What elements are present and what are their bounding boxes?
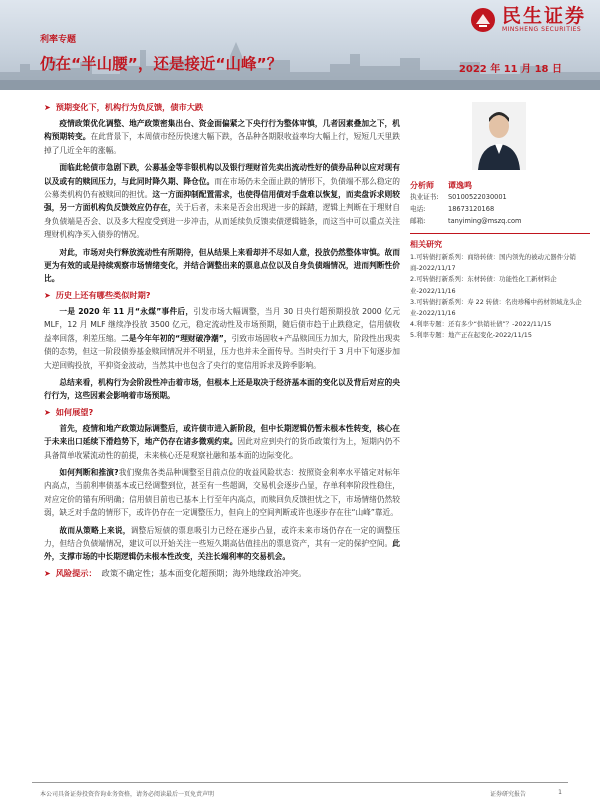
risk-warning: ➤ 风险提示： 政策不确定性；基本面变化超预期；海外地缘政治冲突。 <box>44 567 307 578</box>
footer-divider <box>32 782 568 783</box>
brand-name-en: MINSHENG SECURITIES <box>501 26 582 33</box>
brand-name-cn: 民生证券 <box>501 5 586 27</box>
report-header <box>0 0 600 90</box>
analyst-label: 分析师 <box>410 181 434 190</box>
minsheng-logo-icon <box>470 7 496 33</box>
arrow-icon: ➤ <box>44 407 51 417</box>
paragraph: 总结来看，机构行为会阶段性冲击着市场，但根本上还是取决于经济基本面的变化以及背后对应的央行行为，这些因素会影响着市场预期。 <box>44 377 400 401</box>
related-item[interactable]: 1.可转债打新系列：商络转债：国内领先的被动元器件分销商-2022/11/17 <box>410 253 576 273</box>
analyst-row <box>410 180 590 191</box>
report-date: 2022 年 11 月 18 日 <box>458 64 562 75</box>
related-research-title: 相关研究 <box>410 240 442 249</box>
cert-info: 执业证书: S0100522030001 <box>410 193 507 201</box>
section-heading: ➤ 历史上还有哪些类似时期? <box>44 289 151 300</box>
phone-info: 电话: 18673120168 <box>410 205 495 213</box>
footer-disclaimer: 本公司具备证券投资咨询业务资格，请务必阅读最后一页免责声明 <box>40 791 215 798</box>
report-body <box>44 98 400 583</box>
arrow-icon: ➤ <box>44 290 51 300</box>
related-item[interactable]: 2.可转债打新系列：东材转债：功能性化工新材料企业-2022/11/16 <box>410 275 557 295</box>
report-footer <box>0 782 600 800</box>
paragraph: 对此，市场对央行释放流动性有所期待，但从结果上来看却并不尽如人意，投放仍然整体审慎。故而更为有效的或是持续观察市场情绪变化，并结合调整出来的票息点位以及自身负债端情况，进而判断性价比。 <box>44 247 400 284</box>
paragraph: 首先，疫情和地产政策边际调整后，或许债市进入新阶段，但中长期逻辑仍暂未根本性转变，核心在于未来出口延续下滑趋势下，地产仍存在诸多微观约束。因此对应到央行的货币政策行为上，短期内仍不具备简单收紧流动性的前提，未来核心还是观察社融和基本面的边际变化。 <box>44 423 400 460</box>
report-category: 利率专题 <box>40 35 77 45</box>
email-info: 邮箱: tanyiming@mszq.com <box>410 217 522 225</box>
section-heading: ➤ 如何展望? <box>44 406 94 417</box>
divider <box>410 233 590 234</box>
footer-brand: 证券研究报告 <box>489 791 526 798</box>
paragraph: 一是 2020 年 11 月“永煤”事件后，引发市场大幅调整，当月 30 日央行超预期投放 2000 亿元 MLF，12 月 MLF 继续净投放 3500 亿元，稳定流动性及市场预期，随后债市趋于止跌稳定，信用债收益率回落，利差压缩。二是今年年初的“理财破净潮”，引致市场固收+产品赎回压力加大，阶段性出现卖债的态势，但这一阶段债券基金赎回情况并不明显，压力也并未全面传导。当时央行于 3 月中下旬逐步加大逆回购投放，平抑资金波动，当然其中也包含了央行的宽信用诉求及跨季影响。 <box>44 306 401 370</box>
related-item[interactable]: 5.利率专题：地产正在起变化-2022/11/15 <box>410 331 532 340</box>
paragraph: 疫情政策优化调整、地产政策密集出台、资金面偏紧之下央行行为整体审慎，几者因素叠加之下，机构预期转变。在此背景下，本周债市经历快速大幅下跌，各品种各期限收益率均大幅上行，短短几天里跌掉了几近全年的涨幅。 <box>44 119 400 155</box>
report-title: 仍在“半山腰”，还是接近“山峰”？ <box>40 55 283 73</box>
paragraph: 故而从策略上来说，调整后短债的票息吸引力已经在逐步凸显，或许未来市场仍存在一定的调整压力，但结合负债端情况，建议可以开始关注一些短久期高估值挂出的票息资产，其有一定的保护空间。此外，支撑市场的中长期逻辑仍未根本性改变，关注长端利率的交易机会。 <box>44 525 400 562</box>
section-heading: ➤ 预期变化下，机构行为负反馈，债市大跌 <box>44 102 204 112</box>
sidebar <box>410 98 590 342</box>
brand-logo <box>470 6 586 33</box>
analyst-portrait-icon <box>472 102 526 170</box>
arrow-icon: ➤ <box>44 103 51 112</box>
related-item[interactable]: 4.利率专题：还有多少“供销社债”？-2022/11/15 <box>410 320 552 329</box>
analyst-photo <box>472 102 526 170</box>
paragraph: 如何判断和推演?我们聚焦各类品种调整至目前点位的收益风险状态：按照资金利率水平锚定对标年内高点，当前利率债基本或已经调整到位，甚至有一些超调，交易机会逐步凸显，存单利率阶段性稳住，对应定价的锚有所明确；信用债目前也已基本上行至年内高点，而赎回负反馈担忧之下，市场情绪仍然较弱，缺乏对手盘的情形下，或许仍存在一定调整压力，但向上的空间判断或许也逐步存在往“山峰”靠近。 <box>44 467 400 518</box>
paragraph: 面临此轮债市急剧下跌，公募基金等非银机构以及银行理财首先卖出流动性好的债券品种以应对现有以及或有的赎回压力，与此同时降久期、降仓位。而在市场仍未全面止跌的情形下，负债端不那么稳定的公募类机构仍有被赎回的担忧。这一方面抑制配置需求，也使得信用债对手盘难以恢复，而卖盘诉求则较强，另一方面机构负反馈效应仍存在，关于后者，未来是否会出现进一步的踩踏，逻辑上判断在于理财自身负债端是否会、以及多大程度受到进一步冲击，从而延续负反馈卖债逻辑链条，而这当中可以重点关注理财机构净买入债券的情况。 <box>44 163 400 240</box>
page-number: 1 <box>558 789 562 796</box>
email-link[interactable]: tanyiming@mszq.com <box>448 217 522 225</box>
related-item[interactable]: 3.可转债打新系列：寿 22 转债：名贵珍稀中药材领域龙头企业-2022/11/16 <box>410 297 582 318</box>
arrow-icon: ➤ <box>44 568 51 578</box>
analyst-name: 谭逸鸣 <box>448 181 472 190</box>
